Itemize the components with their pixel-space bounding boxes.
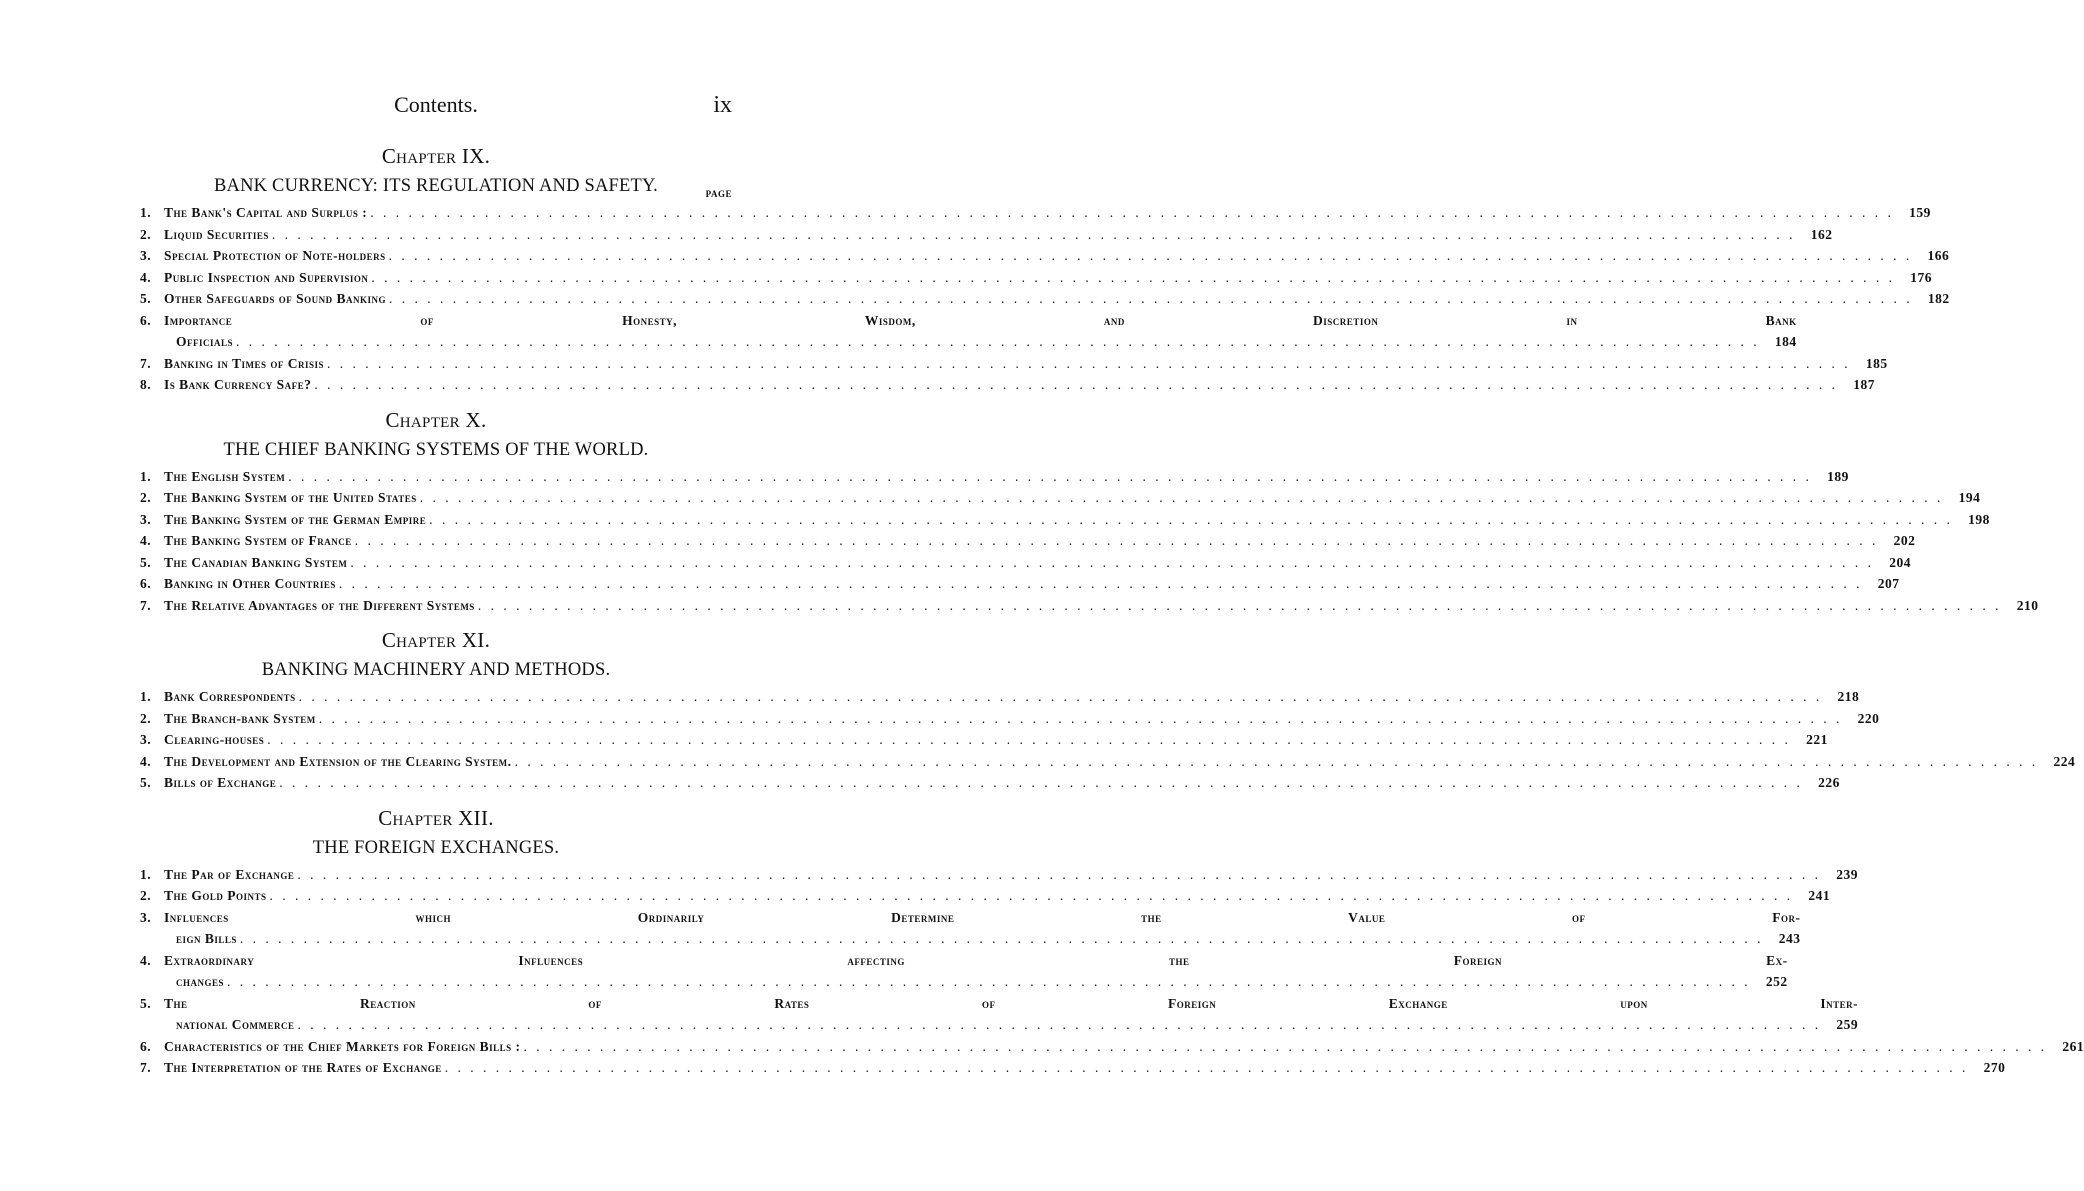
dot-leader: . . . . . . . . . . . . . . . . . . . . . . . . . . . . . . . . . . . . . . . . . . . . . . . . . . . . . . . . . . . . . . . . . . . . . . . . . . . . . . . . . . . . . . . . . . . . . . . . . . . . . . . . . . . . . . . . . . . . . . . . bbox=[523, 1038, 2048, 1054]
toc-entry[interactable] bbox=[140, 686, 1860, 708]
entry-number: 3. bbox=[140, 909, 152, 925]
dot-leader: . . . . . . . . . . . . . . . . . . . . . . . . . . . . . . . . . . . . . . . . . . . . . . . . . . . . . . . . . . . . . . . . . . . . . . . . . . . . . . . . . . . . . . . . . . . . . . . . . . . . . . . . . . . . . . . . . . . . . . . . bbox=[354, 533, 1879, 548]
entry-number: 6. bbox=[140, 576, 152, 591]
entry-title: Banking in Other Countries bbox=[164, 576, 336, 591]
entry-number: 6. bbox=[140, 1038, 152, 1054]
entry-title: The Par of Exchange bbox=[164, 866, 295, 882]
entry-number: 4. bbox=[140, 753, 152, 769]
dot-leader: . . . . . . . . . . . . . . . . . . . . . . . . . . . . . . . . . . . . . . . . . . . . . . . . . . . . . . . . . . . . . . . . . . . . . . . . . . . . . . . . . . . . . . . . . . . . . . . . . . . . . . . . . . . . . . . . . . . . . . . . bbox=[239, 931, 1764, 946]
entry-number: 3. bbox=[140, 732, 152, 747]
entry-title-line1: Influences which Ordinarily Determine the Value of For- bbox=[164, 909, 1801, 925]
toc-entry[interactable] bbox=[140, 374, 1876, 396]
toc-entry[interactable] bbox=[140, 573, 1900, 595]
dot-leader: . . . . . . . . . . . . . . . . . . . . . . . . . . . . . . . . . . . . . . . . . . . . . . . . . . . . . . . . . . . . . . . . . . . . . . . . . . . . . . . . . . . . . . . . . . . . . . . . . . . . . . . . . . . . . . . . . . . . . . . . bbox=[269, 888, 1794, 903]
dot-leader: . . . . . . . . . . . . . . . . . . . . . . . . . . . . . . . . . . . . . . . . . . . . . . . . . . . . . . . . . . . . . . . . . . . . . . . . . . . . . . . . . . . . . . . . . . . . . . . . . . . . . . . . . . . . . . . . . . . . . . . . bbox=[477, 597, 2002, 613]
running-title: Contents. bbox=[394, 92, 478, 117]
chapter-label: Chapter IX. bbox=[381, 144, 491, 168]
dot-leader: . . . . . . . . . . . . . . . . . . . . . . . . . . . . . . . . . . . . . . . . . . . . . . . . . . . . . . . . . . . . . . . . . . . . . . . . . . . . . . . . . . . . . . . . . . . . . . . . . . . . . . . . . . . . . . . . . . . . . . . . bbox=[314, 377, 1839, 392]
entry-number: 1. bbox=[140, 205, 152, 220]
entry-title: The Development and Extension of the Clearing System. bbox=[164, 753, 512, 769]
entry-page: 261 bbox=[2062, 1038, 2084, 1054]
toc-entry[interactable] bbox=[140, 864, 1859, 886]
entry-page: 204 bbox=[1889, 554, 1912, 570]
entry-title: Clearing-houses bbox=[164, 732, 265, 747]
entry-title: The Banking System of the United States bbox=[164, 490, 417, 505]
entry-page: 202 bbox=[1893, 533, 1916, 548]
entry-number: 2. bbox=[140, 710, 152, 726]
dot-leader: . . . . . . . . . . . . . . . . . . . . . . . . . . . . . . . . . . . . . . . . . . . . . . . . . . . . . . . . . . . . . . . . . . . . . . . . . . . . . . . . . . . . . . . . . . . . . . . . . . . . . . . . . . . . . . . . . . . . . . . . bbox=[370, 205, 1894, 220]
chapter-section bbox=[140, 804, 2084, 1079]
entry-title: The Bank's Capital and Surplus : bbox=[164, 205, 368, 220]
dot-leader: . . . . . . . . . . . . . . . . . . . . . . . . . . . . . . . . . . . . . . . . . . . . . . . . . . . . . . . . . . . . . . . . . . . . . . . . . . . . . . . . . . . . . . . . . . . . . . . . . . . . . . . . . . . . . . . . . . . . . . . . bbox=[429, 511, 1953, 527]
dot-leader: . . . . . . . . . . . . . . . . . . . . . . . . . . . . . . . . . . . . . . . . . . . . . . . . . . . . . . . . . . . . . . . . . . . . . . . . . . . . . . . . . . . . . . . . . . . . . . . . . . . . . . . . . . . . . . . . . . . . . . . . bbox=[227, 974, 1751, 989]
entry-number: 2. bbox=[140, 226, 152, 242]
entry-title: The Interpretation of the Rates of Exchange bbox=[164, 1060, 442, 1075]
entry-number: 4. bbox=[140, 952, 152, 968]
page-column-header: PAGE bbox=[705, 189, 732, 199]
toc-entry[interactable] bbox=[140, 353, 1888, 375]
toc-entry[interactable] bbox=[140, 487, 1981, 509]
dot-leader: . . . . . . . . . . . . . . . . . . . . . . . . . . . . . . . . . . . . . . . . . . . . . . . . . . . . . . . . . . . . . . . . . . . . . . . . . . . . . . . . . . . . . . . . . . . . . . . . . . . . . . . . . . . . . . . . . . . . . . . . bbox=[318, 710, 1843, 726]
toc-entry[interactable] bbox=[140, 772, 1840, 794]
entry-page: 166 bbox=[1927, 248, 1950, 263]
entry-title: Characteristics of the Chief Markets for Foreign Bills : bbox=[164, 1038, 521, 1054]
dot-leader: . . . . . . . . . . . . . . . . . . . . . . . . . . . . . . . . . . . . . . . . . . . . . . . . . . . . . . . . . . . . . . . . . . . . . . . . . . . . . . . . . . . . . . . . . . . . . . . . . . . . . . . . . . . . . . . . . . . . . . . . bbox=[297, 866, 1822, 882]
chapter-title-row bbox=[140, 656, 732, 684]
toc-entry[interactable] bbox=[140, 509, 1990, 531]
dot-leader: . . . . . . . . . . . . . . . . . . . . . . . . . . . . . . . . . . . . . . . . . . . . . . . . . . . . . . . . . . . . . . . . . . . . . . . . . . . . . . . . . . . . . . . . . . . . . . . . . . . . . . . . . . . . . . . . . . . . . . . . bbox=[298, 689, 1823, 704]
toc-entry[interactable] bbox=[140, 595, 2039, 617]
dot-leader: . . . . . . . . . . . . . . . . . . . . . . . . . . . . . . . . . . . . . . . . . . . . . . . . . . . . . . . . . . . . . . . . . . . . . . . . . . . . . . . . . . . . . . . . . . . . . . . . . . . . . . . . . . . . . . . . . . . . . . . . bbox=[338, 576, 1863, 591]
entry-number: 1. bbox=[140, 468, 152, 484]
dot-leader: . . . . . . . . . . . . . . . . . . . . . . . . . . . . . . . . . . . . . . . . . . . . . . . . . . . . . . . . . . . . . . . . . . . . . . . . . . . . . . . . . . . . . . . . . . . . . . . . . . . . . . . . . . . . . . . . . . . . . . . . bbox=[388, 248, 1913, 263]
entry-page: 210 bbox=[2016, 597, 2039, 613]
entry-number: 7. bbox=[140, 597, 152, 613]
entry-number: 7. bbox=[140, 1060, 152, 1075]
chapter-title: BANKING MACHINERY AND METHODS. bbox=[261, 660, 611, 680]
chapter-section bbox=[140, 406, 2039, 617]
toc-entry[interactable] bbox=[140, 288, 1950, 310]
entry-page: 270 bbox=[1983, 1060, 2006, 1075]
toc-entry[interactable] bbox=[140, 708, 1880, 730]
dot-leader: . . . . . . . . . . . . . . . . . . . . . . . . . . . . . . . . . . . . . . . . . . . . . . . . . . . . . . . . . . . . . . . . . . . . . . . . . . . . . . . . . . . . . . . . . . . . . . . . . . . . . . . . . . . . . . . . . . . . . . . . bbox=[444, 1060, 1969, 1075]
entry-page: 198 bbox=[1968, 511, 1990, 527]
entry-number: 4. bbox=[140, 269, 152, 285]
toc-entry[interactable] bbox=[140, 530, 1916, 552]
page-number: ix bbox=[713, 92, 732, 118]
entry-page: 176 bbox=[1910, 269, 1932, 285]
entry-number: 8. bbox=[140, 377, 152, 392]
dot-leader: . . . . . . . . . . . . . . . . . . . . . . . . . . . . . . . . . . . . . . . . . . . . . . . . . . . . . . . . . . . . . . . . . . . . . . . . . . . . . . . . . . . . . . . . . . . . . . . . . . . . . . . . . . . . . . . . . . . . . . . . bbox=[514, 753, 2039, 769]
entry-title: The English System bbox=[164, 468, 286, 484]
entry-title: Special Protection of Note-holders bbox=[164, 248, 386, 263]
entry-page: 162 bbox=[1810, 226, 1833, 242]
entry-title-line2: changes bbox=[176, 974, 225, 989]
toc-entry[interactable] bbox=[140, 552, 1912, 574]
entry-number: 5. bbox=[140, 554, 152, 570]
dot-leader: . . . . . . . . . . . . . . . . . . . . . . . . . . . . . . . . . . . . . . . . . . . . . . . . . . . . . . . . . . . . . . . . . . . . . . . . . . . . . . . . . . . . . . . . . . . . . . . . . . . . . . . . . . . . . . . . . . . . . . . . bbox=[236, 334, 1760, 349]
entry-page: 252 bbox=[1765, 974, 1788, 989]
dot-leader: . . . . . . . . . . . . . . . . . . . . . . . . . . . . . . . . . . . . . . . . . . . . . . . . . . . . . . . . . . . . . . . . . . . . . . . . . . . . . . . . . . . . . . . . . . . . . . . . . . . . . . . . . . . . . . . . . . . . . . . . bbox=[327, 355, 1851, 371]
toc-entry[interactable] bbox=[140, 1057, 2006, 1079]
dot-leader: . . . . . . . . . . . . . . . . . . . . . . . . . . . . . . . . . . . . . . . . . . . . . . . . . . . . . . . . . . . . . . . . . . . . . . . . . . . . . . . . . . . . . . . . . . . . . . . . . . . . . . . . . . . . . . . . . . . . . . . . bbox=[371, 269, 1895, 285]
entry-page: 239 bbox=[1836, 866, 1859, 882]
entry-number: 6. bbox=[140, 312, 152, 328]
entry-page: 207 bbox=[1877, 576, 1900, 591]
toc-entry[interactable] bbox=[140, 729, 1828, 751]
entry-title: Bank Correspondents bbox=[164, 689, 296, 704]
entry-page: 159 bbox=[1909, 205, 1931, 220]
entry-title-line1: Importance of Honesty, Wisdom, and Discretion in Bank bbox=[164, 312, 1797, 328]
entry-title: The Banking System of France bbox=[164, 533, 352, 548]
entry-title: The Canadian Banking System bbox=[164, 554, 348, 570]
chapter-title: BANK CURRENCY: ITS REGULATION AND SAFETY. bbox=[213, 176, 659, 196]
toc-entry[interactable] bbox=[140, 267, 1932, 289]
entry-title: Is Bank Currency Safe? bbox=[164, 377, 312, 392]
entry-title: Bills of Exchange bbox=[164, 775, 277, 790]
entry-page: 189 bbox=[1827, 468, 1849, 484]
chapter-title: THE FOREIGN EXCHANGES. bbox=[312, 837, 560, 858]
entry-page: 220 bbox=[1857, 710, 1880, 726]
dot-leader: . . . . . . . . . . . . . . . . . . . . . . . . . . . . . . . . . . . . . . . . . . . . . . . . . . . . . . . . . . . . . . . . . . . . . . . . . . . . . . . . . . . . . . . . . . . . . . . . . . . . . . . . . . . . . . . . . . . . . . . . bbox=[419, 490, 1944, 505]
entry-number: 1. bbox=[140, 689, 152, 704]
chapter-title: THE CHIEF BANKING SYSTEMS OF THE WORLD. bbox=[223, 439, 649, 460]
toc-entry[interactable] bbox=[140, 245, 1950, 267]
entry-title-line2: national Commerce bbox=[176, 1017, 295, 1032]
chapter-title-row bbox=[140, 834, 732, 862]
entry-page: 187 bbox=[1853, 377, 1876, 392]
entry-number: 7. bbox=[140, 355, 152, 371]
entry-title-line2: eign Bills bbox=[176, 931, 237, 946]
entry-title: The Banking System of the German Empire bbox=[164, 511, 427, 527]
entry-number: 3. bbox=[140, 248, 152, 263]
entry-title-line1: Extraordinary Influences affecting the Foreign Ex- bbox=[164, 952, 1788, 968]
entry-page: 226 bbox=[1818, 775, 1840, 790]
table-of-contents bbox=[140, 142, 2084, 1089]
toc-entry[interactable] bbox=[140, 950, 1788, 993]
entry-page: 184 bbox=[1774, 334, 1797, 349]
entry-number: 1. bbox=[140, 866, 152, 882]
entry-title-line1: The Reaction of Rates of Foreign Exchange upon Inter- bbox=[164, 995, 1859, 1011]
dot-leader: . . . . . . . . . . . . . . . . . . . . . . . . . . . . . . . . . . . . . . . . . . . . . . . . . . . . . . . . . . . . . . . . . . . . . . . . . . . . . . . . . . . . . . . . . . . . . . . . . . . . . . . . . . . . . . . . . . . . . . . . bbox=[279, 775, 1803, 790]
entry-page: 241 bbox=[1808, 888, 1831, 903]
entry-title: Liquid Securities bbox=[164, 226, 269, 242]
entry-page: 218 bbox=[1837, 689, 1860, 704]
toc-entry[interactable] bbox=[140, 1036, 2084, 1058]
toc-entry[interactable] bbox=[140, 466, 1849, 488]
toc-entry[interactable] bbox=[140, 202, 1931, 224]
entry-title: Other Safeguards of Sound Banking bbox=[164, 291, 387, 306]
chapter-label: Chapter X. bbox=[385, 407, 487, 432]
chapter-title-row bbox=[140, 436, 732, 464]
entry-page: 182 bbox=[1927, 291, 1950, 306]
dot-leader: . . . . . . . . . . . . . . . . . . . . . . . . . . . . . . . . . . . . . . . . . . . . . . . . . . . . . . . . . . . . . . . . . . . . . . . . . . . . . . . . . . . . . . . . . . . . . . . . . . . . . . . . . . . . . . . . . . . . . . . . bbox=[297, 1017, 1822, 1032]
entry-title-line2: Officials bbox=[176, 334, 234, 349]
entry-title: Banking in Times of Crisis bbox=[164, 355, 325, 371]
entry-number: 3. bbox=[140, 511, 152, 527]
toc-entry[interactable] bbox=[140, 751, 2076, 773]
dot-leader: . . . . . . . . . . . . . . . . . . . . . . . . . . . . . . . . . . . . . . . . . . . . . . . . . . . . . . . . . . . . . . . . . . . . . . . . . . . . . . . . . . . . . . . . . . . . . . . . . . . . . . . . . . . . . . . . . . . . . . . . bbox=[271, 226, 1796, 242]
toc-entry[interactable] bbox=[140, 310, 1797, 353]
toc-entry[interactable] bbox=[140, 993, 1859, 1036]
chapter-section bbox=[140, 626, 2076, 794]
entry-title: The Relative Advantages of the Different Systems bbox=[164, 597, 475, 613]
entry-page: 185 bbox=[1865, 355, 1888, 371]
chapter-section bbox=[140, 142, 1950, 396]
dot-leader: . . . . . . . . . . . . . . . . . . . . . . . . . . . . . . . . . . . . . . . . . . . . . . . . . . . . . . . . . . . . . . . . . . . . . . . . . . . . . . . . . . . . . . . . . . . . . . . . . . . . . . . . . . . . . . . . . . . . . . . . bbox=[389, 291, 1913, 306]
chapter-title-row bbox=[140, 172, 732, 200]
entry-number: 5. bbox=[140, 775, 152, 790]
entry-number: 4. bbox=[140, 533, 152, 548]
entry-page: 224 bbox=[2053, 753, 2076, 769]
entry-number: 5. bbox=[140, 291, 152, 306]
entry-number: 2. bbox=[140, 888, 152, 903]
entry-title: Public Inspection and Supervision bbox=[164, 269, 369, 285]
dot-leader: . . . . . . . . . . . . . . . . . . . . . . . . . . . . . . . . . . . . . . . . . . . . . . . . . . . . . . . . . . . . . . . . . . . . . . . . . . . . . . . . . . . . . . . . . . . . . . . . . . . . . . . . . . . . . . . . . . . . . . . . bbox=[288, 468, 1812, 484]
entry-title: The Branch-bank System bbox=[164, 710, 316, 726]
dot-leader: . . . . . . . . . . . . . . . . . . . . . . . . . . . . . . . . . . . . . . . . . . . . . . . . . . . . . . . . . . . . . . . . . . . . . . . . . . . . . . . . . . . . . . . . . . . . . . . . . . . . . . . . . . . . . . . . . . . . . . . . bbox=[350, 554, 1875, 570]
toc-entry[interactable] bbox=[140, 885, 1831, 907]
toc-entry[interactable] bbox=[140, 224, 1833, 246]
toc-entry[interactable] bbox=[140, 907, 1801, 950]
chapter-label: Chapter XI. bbox=[381, 628, 491, 652]
running-head bbox=[140, 90, 732, 122]
dot-leader: . . . . . . . . . . . . . . . . . . . . . . . . . . . . . . . . . . . . . . . . . . . . . . . . . . . . . . . . . . . . . . . . . . . . . . . . . . . . . . . . . . . . . . . . . . . . . . . . . . . . . . . . . . . . . . . . . . . . . . . . bbox=[267, 732, 1791, 747]
entry-page: 259 bbox=[1836, 1017, 1859, 1032]
entry-page: 221 bbox=[1806, 732, 1828, 747]
chapter-label: Chapter XII. bbox=[378, 805, 494, 830]
entry-number: 2. bbox=[140, 490, 152, 505]
entry-page: 194 bbox=[1958, 490, 1981, 505]
entry-page: 243 bbox=[1778, 931, 1801, 946]
entry-number: 5. bbox=[140, 995, 152, 1011]
entry-title: The Gold Points bbox=[164, 888, 267, 903]
